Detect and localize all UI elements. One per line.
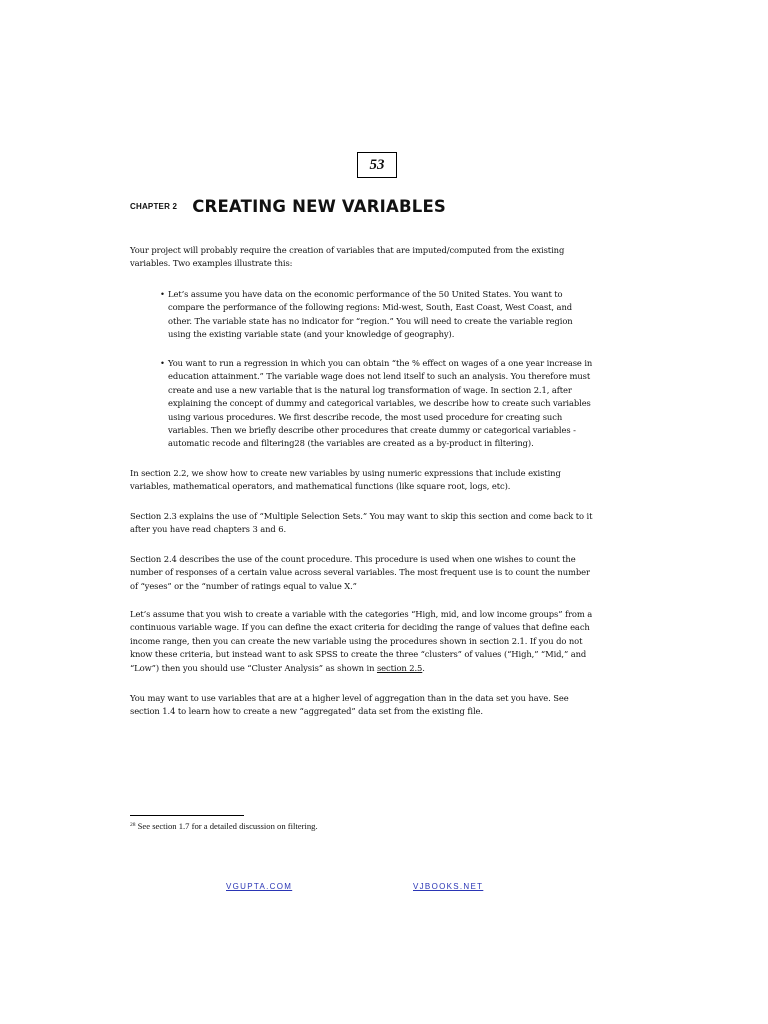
footnote	[130, 821, 318, 831]
chapter-heading	[130, 196, 446, 216]
aggregate-text: You may want to use variables that are at a higher level of aggregation than in the data set you have. See section 1.4 to learn how to create a new “aggregated” data set from the existing file.	[130, 693, 569, 717]
footnote-text: See section 1.7 for a detailed discussion on filtering.	[137, 821, 318, 831]
footnote-mark: 28	[130, 822, 136, 828]
bullet-list-2	[160, 357, 596, 451]
chapter-label: CHAPTER 2	[130, 202, 178, 211]
cluster-text-after: .	[422, 662, 425, 673]
cluster-paragraph	[130, 608, 597, 675]
bullet-list	[160, 288, 596, 342]
chapter-title: CREATING NEW VARIABLES	[192, 197, 447, 216]
intro-paragraph	[130, 244, 597, 271]
section-2-5-link[interactable]: section 2.5	[376, 662, 423, 673]
bullet-dot-icon: •	[160, 289, 165, 299]
vgupta-link[interactable]: VGUPTA.COM	[226, 882, 293, 891]
page-number-box: 53	[357, 152, 397, 178]
section-2-4-paragraph	[130, 553, 597, 593]
section-2-3-paragraph	[130, 510, 597, 537]
vjbooks-link[interactable]: VJBOOKS.NET	[413, 882, 484, 891]
bullet-text: You want to run a regression in which you can obtain “the % effect on wages of a one year increase in education attainment.” The variable wage does not lend itself to such an analysis. You therefore must create and use a new variable that is the natural log transformation of wage. In section 2.1, after explaining the concept of dummy and categorical variables, we describe how to create such variables using various procedures. We first describe recode, the most used procedure for creating such variables. Then we briefly describe other procedures that create dummy or categorical variables - automatic recode and filtering28 (the variables are created as a by-product in filtering).	[168, 358, 593, 449]
list-item	[160, 357, 596, 451]
bullet-text: Let’s assume you have data on the economic performance of the 50 United States. You want to compare the performance of the following regions: Mid-west, South, East Coast, West Coast, and other. The variable state has no indicator for “region.” You will need to create the variable region using the existing variable state (and your knowledge of geography).	[168, 289, 573, 340]
section-2-4-text: Section 2.4 describes the use of the count procedure. This procedure is used when one wishes to count the number of responses of a certain value across several variables. The most frequent use is to count the number of “yeses” or the “number of ratings equal to value X.”	[130, 554, 590, 591]
cluster-text-before: Let’s assume that you wish to create a variable with the categories “High, mid, and low income groups” from a continuous variable wage. If you can define the exact criteria for deciding the range of values that define each income range, then you can create the new variable using the procedures shown in section 2.1. If you do not know these criteria, but instead want to ask SPSS to create the three “clusters” of values (“High,” “Mid,” and “Low”) then you should use “Cluster Analysis” as shown in	[130, 609, 593, 673]
list-item	[160, 288, 596, 342]
bullet-dot-icon: •	[160, 358, 165, 368]
footnote-divider	[130, 815, 244, 816]
aggregate-paragraph	[130, 692, 597, 719]
section-2-2-text: In section 2.2, we show how to create new variables by using numeric expressions that include existing variables, mathematical operators, and mathematical functions (like square root, logs, etc).	[130, 468, 561, 492]
section-2-3-text: Section 2.3 explains the use of “Multiple Selection Sets.” You may want to skip this section and come back to it after you have read chapters 3 and 6.	[130, 511, 593, 535]
section-2-2-paragraph	[130, 467, 597, 494]
cluster-text	[130, 608, 597, 675]
intro-text: Your project will probably require the creation of variables that are imputed/computed from the existing variables. Two examples illustrate this:	[130, 245, 565, 269]
